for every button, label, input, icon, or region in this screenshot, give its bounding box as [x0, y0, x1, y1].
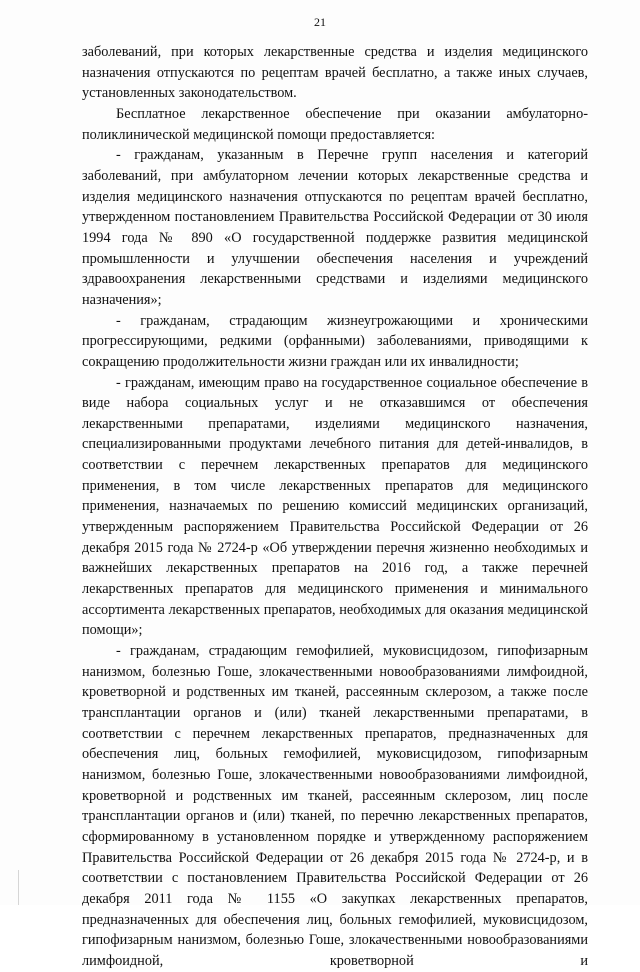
paragraph-intro: Бесплатное лекарственное обеспечение при оказании амбулаторно-поликлинической медицинской помощи предоставляется:	[82, 105, 588, 143]
document-text	[82, 42, 588, 972]
list-item-resolution-890: - гражданам, указанным в Перечне групп населения и категорий заболеваний, при амбулаторном лечении которых лекарственные средства и изделия медицинского назначения отпускаются по рецептам врачей бесплатно, утвержденном постановлением Правительства Российской Федерации от 30 июля 1994 года № 890 «О государственной поддержке развития медицинской промышленности и улучшении обеспечения населения и учреждений здравоохранения лекарственными средствами и изделиями медицинского назначения»;	[82, 147, 588, 308]
list-item-hemophilia: - гражданам, страдающим гемофилией, муковисцидозом, гипофизарным нанизмом, болезнью Гоше, злокачественными новообразованиями лимфоидной, кроветворной и родственных им тканей, рассеянным склерозом, а также после трансплантации органов и (или) тканей лекарственными препаратами, в соответствии с перечнем лекарственных препаратов, предназначенных для обеспечения лиц, больных гемофилией, муковисцидозом, гипофизарным нанизмом, болезнью Гоше, злокачественными новообразованиями лимфоидной, кроветворной и родственных им тканей, рассеянным склерозом, лиц после трансплантации органов и (или) тканей, по перечню лекарственных препаратов, сформированному в установленном порядке и утвержденному распоряжением Правительства Российской Федерации от 26 декабря 2015 года № 2724-р, и в соответствии с постановлением Правительства Российской Федерации от 26 декабря 2011 года № 1155 «О закупках лекарственных препаратов, предназначенных для обеспечения лиц, больных гемофилией, муковисцидозом, гипофизарным нанизмом, болезнью Гоше, злокачественными новообразованиями лимфоидной, кроветворной и	[82, 643, 588, 969]
paragraph-continuation: заболеваний, при которых лекарственные средства и изделия медицинского назначения отпускаются по рецептам врачей бесплатно, а также иных случаев, установленных законодательством.	[82, 44, 588, 102]
page-number: 21	[314, 15, 326, 29]
list-item-social-services: - гражданам, имеющим право на государственное социальное обеспечение в виде набора социальных услуг и не отказавшимся от обеспечения лекарственными препаратами, изделиями медицинского назначения, специализированными продуктами лечебного питания для детей-инвалидов, в соответствии с перечнем лекарственных препаратов для медицинского применения, в том числе лекарственных препаратов для медицинского применения, назначаемых по решению комиссий медицинских организаций, утвержденным распоряжением Правительства Российской Федерации от 26 декабря 2015 года № 2724-р «Об утверждении перечня жизненно необходимых и важнейших лекарственных препаратов на 2016 год, а также перечней лекарственных препаратов для медицинского применения и минимального ассортимента лекарственных препаратов, необходимых для оказания медицинской помощи»;	[82, 374, 588, 639]
list-item-orphan-diseases: - гражданам, страдающим жизнеугрожающими и хроническими прогрессирующими, редкими (орфанными) заболеваниями, приводящими к сокращению продолжительности жизни граждан или их инвалидности;	[82, 312, 588, 370]
scan-edge-line	[18, 870, 19, 905]
